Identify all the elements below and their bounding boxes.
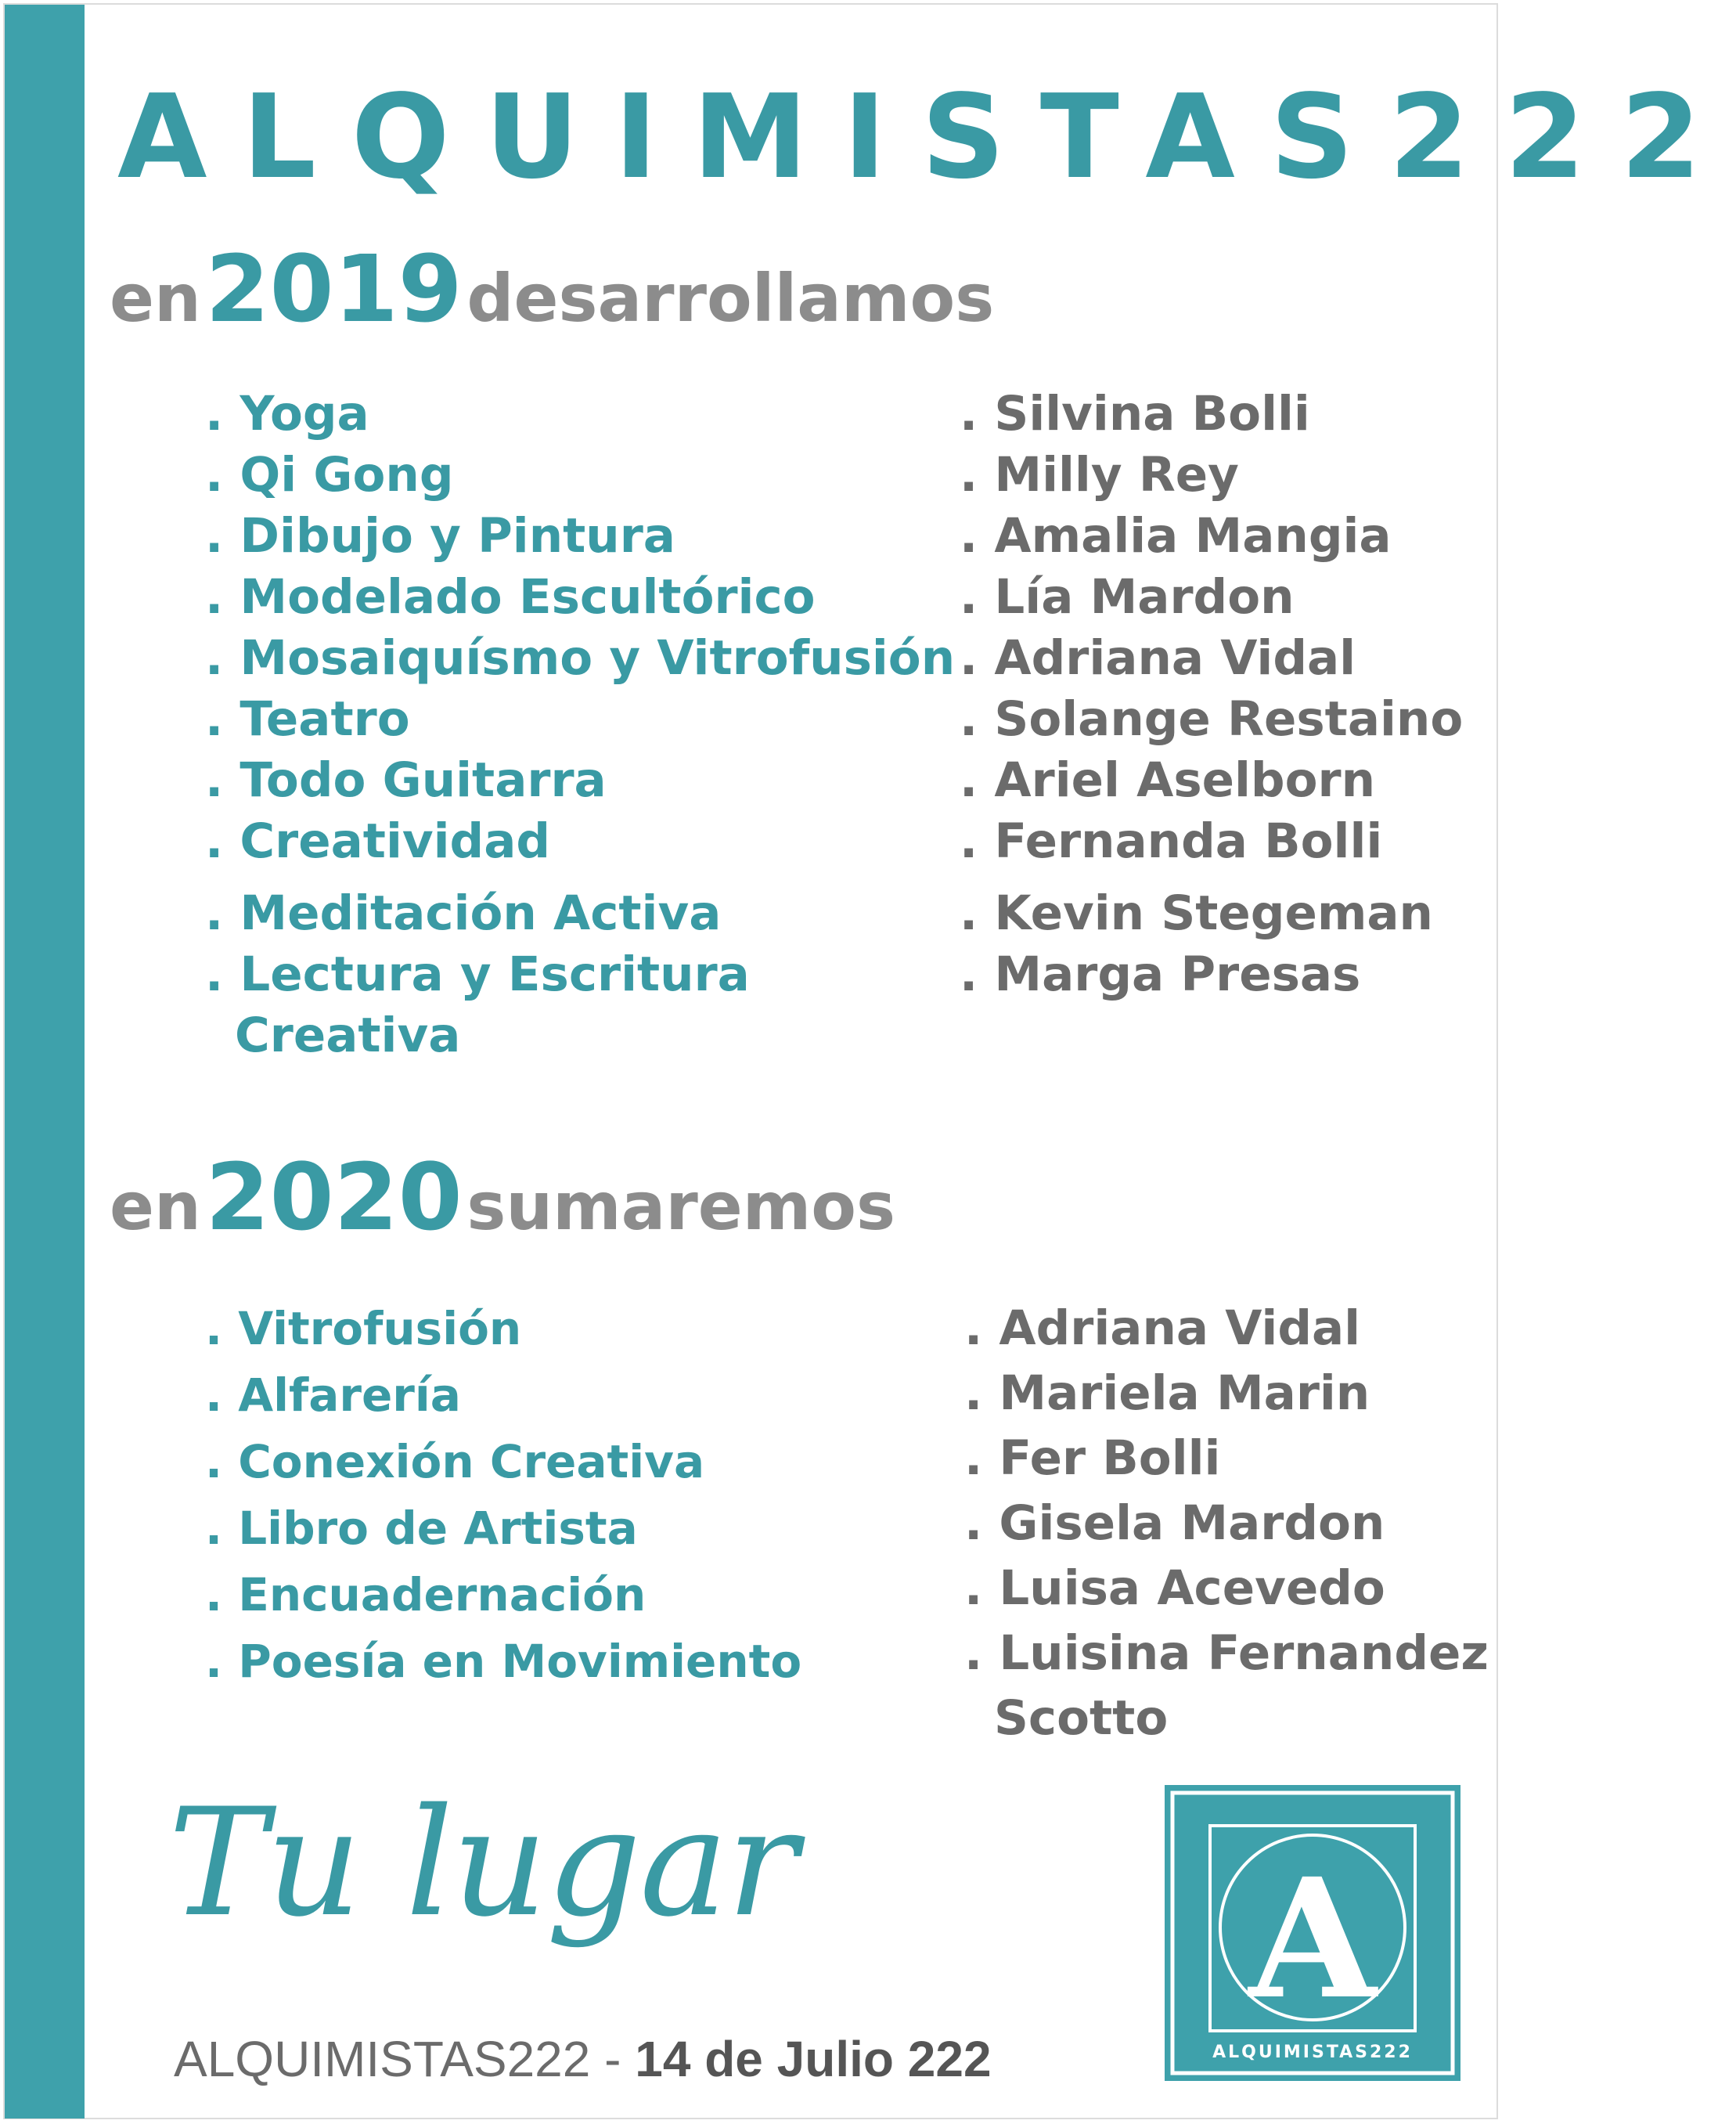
list-item: . Teatro (205, 691, 410, 747)
list-item: . Luisina Fernandez (964, 1625, 1489, 1681)
list-item: . Encuadernación (205, 1568, 646, 1621)
activities-2019-list (205, 384, 955, 1066)
footer-separator: - (590, 2031, 636, 2087)
brand-title: ALQUIMISTAS222 (117, 70, 1736, 204)
alquimistas-logo (1165, 1785, 1460, 2081)
list-item: . Poesía en Movimiento (205, 1635, 802, 1688)
list-item: . Mosaiquísmo y Vitrofusión (205, 630, 956, 686)
list-item: . Marga Presas (960, 947, 1361, 1002)
list-item-continuation-text: Scotto (994, 1690, 1169, 1746)
list-item: . Libro de Artista (205, 1502, 638, 1555)
list-item-continuation (964, 1686, 1489, 1751)
list-item: . Meditación Activa (205, 885, 722, 941)
footer-brand-name: ALQUIMISTAS222 (174, 2031, 591, 2087)
heading-2019-lead: en (110, 260, 201, 337)
list-item: . Lía Mardon (960, 569, 1295, 625)
list-item: . Dibujo y Pintura (205, 508, 675, 564)
list-item: . Adriana Vidal (964, 1300, 1361, 1356)
list-item-continuation (205, 1005, 955, 1066)
heading-2020-lead: en (110, 1168, 201, 1245)
footer-address (174, 2028, 992, 2090)
list-item: . Gisela Mardon (964, 1495, 1385, 1551)
list-item: . Modelado Escultórico (205, 569, 816, 625)
list-item: . Yoga (205, 386, 369, 442)
people-2020-list (964, 1296, 1489, 1751)
list-item: . Qi Gong (205, 447, 454, 503)
heading-2019-tail: desarrollamos (466, 260, 995, 337)
list-item: . Fer Bolli (964, 1430, 1221, 1486)
list-item: . Luisa Acevedo (964, 1560, 1385, 1616)
heading-2020-year: 2020 (205, 1143, 463, 1251)
list-item: . Amalia Mangia (960, 508, 1392, 564)
list-item: . Silvina Bolli (960, 386, 1310, 442)
logo-letter: A (1248, 1842, 1377, 2036)
activities-2020-list (205, 1296, 801, 1695)
teal-side-bar (5, 5, 85, 2119)
footer-street-address: 14 de Julio 222 (635, 2031, 992, 2087)
heading-2020-tail: sumaremos (466, 1168, 895, 1245)
list-item-continuation-text: Creativa (235, 1008, 461, 1063)
list-item: . Creatividad (205, 813, 551, 869)
heading-2019 (110, 235, 994, 343)
list-item: . Alfarería (205, 1369, 461, 1422)
list-item: . Ariel Aselborn (960, 752, 1376, 808)
list-item: . Solange Restaino (960, 691, 1464, 747)
heading-2019-year: 2019 (205, 235, 463, 343)
list-item: . Fernanda Bolli (960, 813, 1383, 869)
tagline: Tu lugar (168, 1776, 797, 1949)
logo-graphic (1165, 1785, 1460, 2081)
list-item: . Adriana Vidal (960, 630, 1356, 686)
people-2019-list (960, 384, 1463, 1005)
list-item: . Mariela Marin (964, 1365, 1370, 1421)
heading-2020 (110, 1143, 895, 1251)
list-item: . Milly Rey (960, 447, 1239, 503)
list-item: . Lectura y Escritura (205, 947, 750, 1002)
list-item: . Kevin Stegeman (960, 885, 1433, 941)
logo-caption: ALQUIMISTAS222 (1212, 2043, 1413, 2062)
list-item: . Conexión Creativa (205, 1435, 705, 1488)
list-item: . Vitrofusión (205, 1302, 522, 1355)
list-item: . Todo Guitarra (205, 752, 607, 808)
